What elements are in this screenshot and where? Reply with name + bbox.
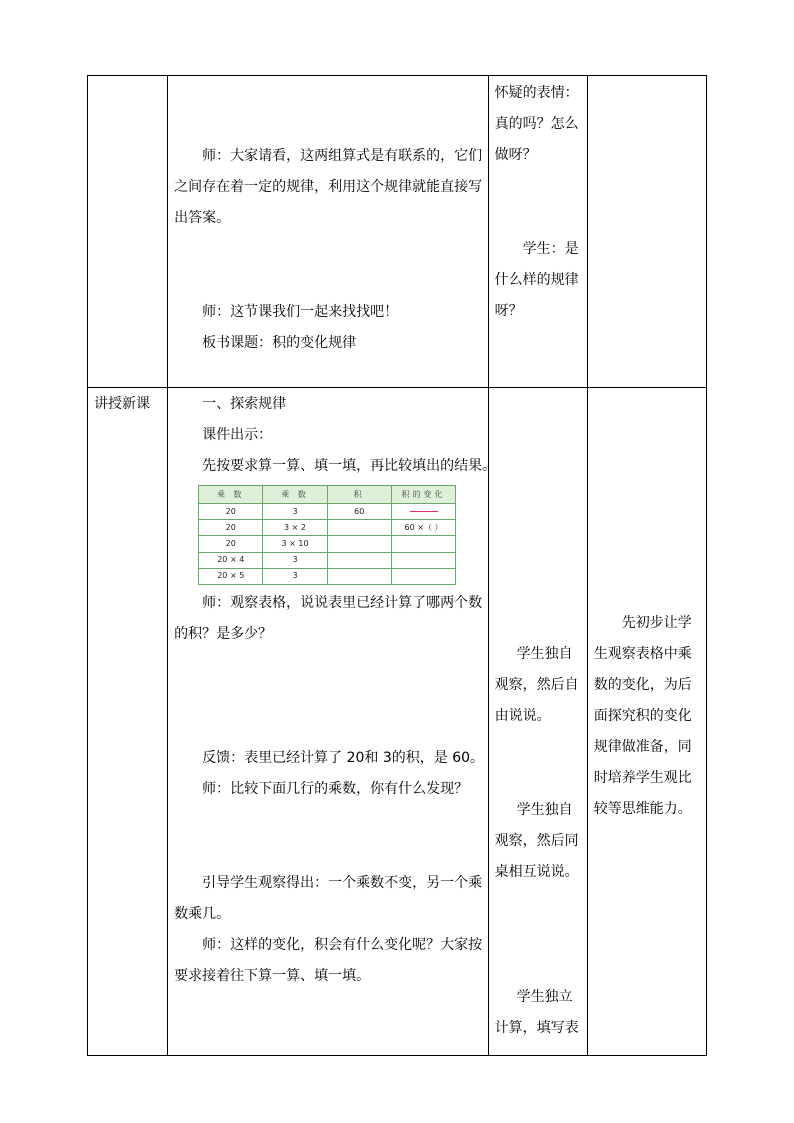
table-header: 乘 数 <box>263 486 327 504</box>
text-line: 的积？是多少？ <box>174 626 273 642</box>
text-line: 学生：是 <box>522 241 579 257</box>
table-cell <box>327 520 391 536</box>
student-activity-cell <box>488 76 587 388</box>
design-intent-cell <box>587 388 706 1056</box>
table-cell: 3 × 10 <box>263 536 327 552</box>
table-cell: 20 <box>199 504 263 520</box>
lesson-plan-table <box>87 75 707 1056</box>
table-cell: 3 × 2 <box>263 520 327 536</box>
text-line: 师：这样的变化，积会有什么变化呢？大家按 <box>202 937 483 953</box>
table-cell: 3 <box>263 568 327 584</box>
text-line: 师：这节课我们一起来找找吧！ <box>202 304 399 320</box>
teacher-activity-cell <box>168 388 497 1056</box>
text-line: 规律做准备，同 <box>593 739 692 755</box>
text-line: 学生独立 <box>516 989 573 1005</box>
table-row <box>199 536 456 552</box>
text-line: 师：比较下面几行的乘数，你有什么发现？ <box>202 781 469 797</box>
table-header: 积的变化 <box>391 486 455 504</box>
text-line: 学生独自 <box>516 646 573 662</box>
text-line: 之间存在着一定的规律，利用这个规律就能直接写 <box>174 179 483 195</box>
design-intent-cell <box>587 76 706 388</box>
table-cell <box>391 536 455 552</box>
text-line: 呀？ <box>494 303 523 319</box>
text-line: 计算，填写表 <box>494 1020 579 1036</box>
table-row <box>199 552 456 568</box>
table-cell: 20 <box>199 520 263 536</box>
text-line: 板书课题：积的变化规律 <box>202 335 357 351</box>
text-line: 做呀？ <box>494 147 537 163</box>
text-line: 出答案。 <box>174 210 231 226</box>
table-cell: 20 × 5 <box>199 568 263 584</box>
exercise-table <box>198 485 456 585</box>
teacher-activity-cell <box>168 76 489 388</box>
section-heading: 一、探索规律 <box>202 396 287 412</box>
text-line: 由说说。 <box>494 708 551 724</box>
table-cell: 60 <box>327 504 391 520</box>
text-line: 先按要求算一算、填一填，再比较填出的结果。 <box>202 458 497 474</box>
table-cell <box>391 552 455 568</box>
text-line: 数的变化，为后 <box>593 677 692 693</box>
table-cell: 3 <box>263 552 327 568</box>
table-header: 积 <box>327 486 391 504</box>
table-row <box>199 520 456 536</box>
text-line: 反馈：表里已经计算了 20和 3的积，是 60。 <box>202 750 485 766</box>
stage-cell <box>88 388 168 1056</box>
text-line: 什么样的规律 <box>494 272 579 288</box>
table-header: 乘 数 <box>199 486 263 504</box>
table-row <box>88 388 707 1056</box>
table-cell: 3 <box>263 504 327 520</box>
text-line: 数乘几。 <box>174 906 231 922</box>
table-cell <box>391 504 455 520</box>
text-line: 桌相互说说。 <box>494 864 579 880</box>
table-cell <box>327 552 391 568</box>
text-line: 课件出示： <box>202 427 273 443</box>
text-line: 师：观察表格，说说表里已经计算了哪两个数 <box>202 595 483 611</box>
table-row <box>199 504 456 520</box>
text-line: 时培养学生观比 <box>593 770 692 786</box>
text-line: 学生独自 <box>516 802 573 818</box>
table-cell: 60 ×（ ） <box>391 520 455 536</box>
text-line: 引导学生观察得出：一个乘数不变，另一个乘 <box>202 875 483 891</box>
table-cell: 20 × 4 <box>199 552 263 568</box>
stage-label: 讲授新课 <box>94 396 150 412</box>
text-line: 师：大家请看，这两组算式是有联系的，它们 <box>202 148 483 164</box>
text-line: 要求接着往下算一算、填一填。 <box>174 968 371 984</box>
dash-mark <box>410 511 438 512</box>
table-cell <box>391 568 455 584</box>
table-cell: 20 <box>199 536 263 552</box>
table-row <box>199 568 456 584</box>
table-cell <box>327 536 391 552</box>
text-line: 观察，然后同 <box>494 833 579 849</box>
text-line: 先初步让学 <box>621 615 692 631</box>
text-line: 生观察表格中乘 <box>593 646 692 662</box>
student-activity-cell <box>488 388 587 1056</box>
stage-cell <box>88 76 168 388</box>
text-line: 观察，然后自 <box>494 677 579 693</box>
table-row <box>88 76 707 388</box>
text-line: 怀疑的表情： <box>494 85 579 101</box>
text-line: 较等思维能力。 <box>593 801 692 817</box>
table-cell <box>327 568 391 584</box>
text-line: 真的吗？怎么 <box>494 116 579 132</box>
text-line: 面探究积的变化 <box>593 708 692 724</box>
